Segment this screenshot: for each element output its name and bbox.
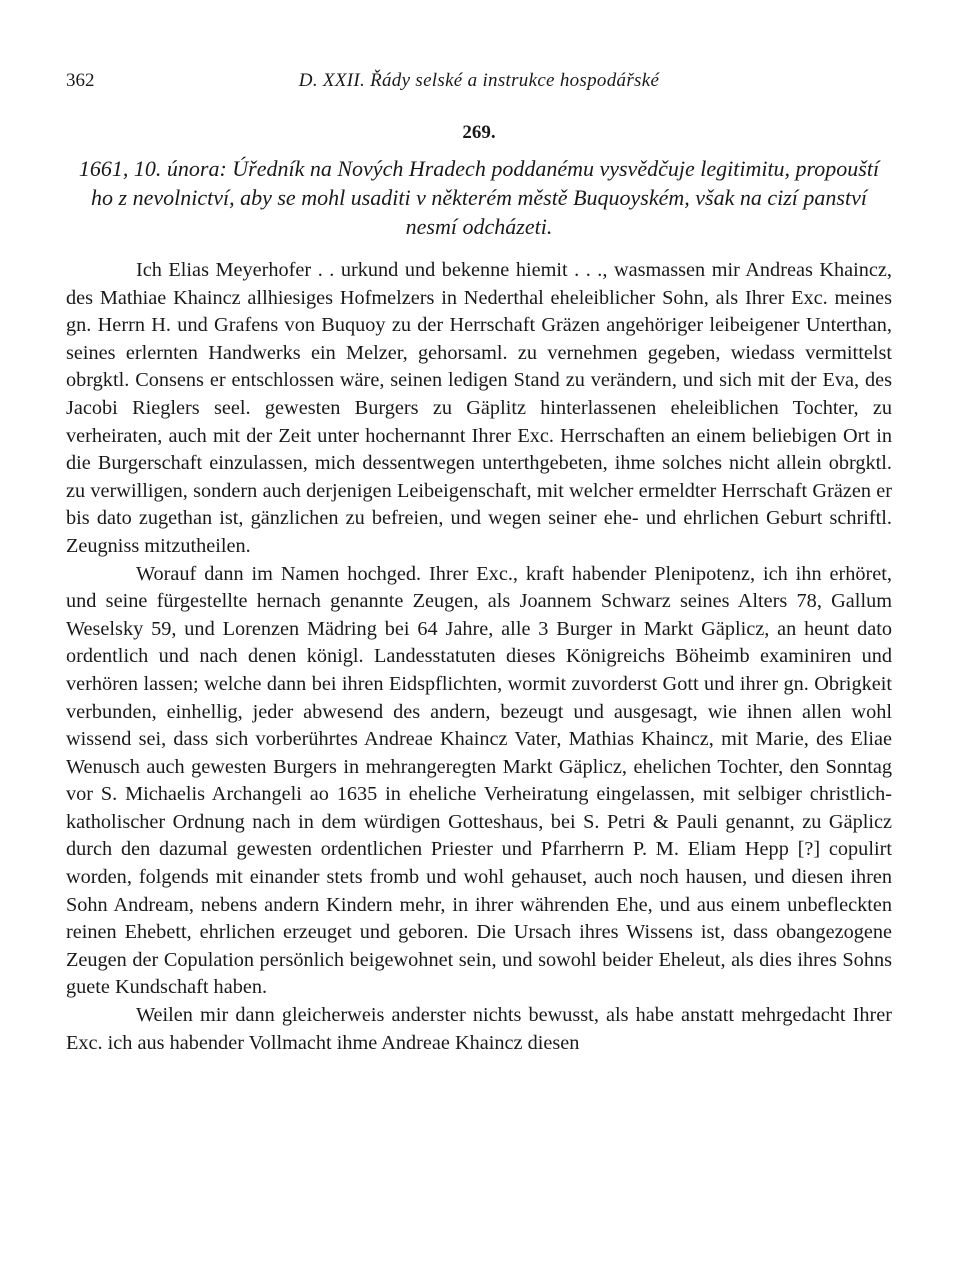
running-title: D. XXII. Řády selské a instrukce hospodářské <box>298 70 660 91</box>
body-text <box>66 257 892 1057</box>
paragraph-3: Weilen mir dann gleicherweis anderster nichts bewusst, als habe anstatt mehrgedacht Ihrer Exc. ich aus habender Vollmacht ihme Andreae Khaincz diesen <box>66 1004 892 1054</box>
paragraph-1: Ich Elias Meyerhofer . . urkund und bekenne hiemit . . ., wasmassen mir Andreas Khaincz, des Mathiae Khaincz allhiesiges Hofmelzers in Nederthal eheleiblicher Sohn, als Ihrer Exc. meines gn. Herrn H. und Grafens von Buquoy zu der Herrschaft Gräzen angehöriger leibeigener Unterthan, seines erlernten Handwerks ein Melzer, gehorsaml. zu vernehmen gegeben, wiedass vermittelst obrgktl. Consens er entschlossen wäre, seinen ledigen Stand zu verändern, und sich mit der Eva, des Jacobi Rieglers seel. gewesten Burgers zu Gäplitz hinterlassenen eheleiblichen Tochter, zu verheiraten, auch mit der Zeit unter hochernannt Ihrer Exc. Herrschaften an einem beliebigen Ort in die Burgerschaft einzulassen, mich dessentwegen unterthgebeten, ihme solches nicht allein obrgktl. zu verwilligen, sondern auch derjenigen Leibeigenschaft, mit welcher ermeldter Herrschaft Gräzen er bis dato zugethan ist, gänzlichen zu befreien, und wegen seiner ehe- und ehrlichen Geburt schriftl. Zeugniss mitzutheilen. <box>66 259 892 557</box>
page-number: 362 <box>66 70 95 91</box>
running-head <box>66 70 892 100</box>
document-heading: 1661, 10. února: Úředník na Nových Hradech poddanému vysvědčuje legitimitu, propouští ho z nevolnictví, aby se mohl usaditi v některém městě Buquoyském, však na cizí panství nesmí odcházeti. <box>78 156 880 239</box>
document-number: 269. <box>462 122 496 143</box>
paragraph-2: Worauf dann im Namen hochged. Ihrer Exc., kraft habender Plenipotenz, ich ihn erhöret, und seine fürgestellte hernach genannte Zeugen, als Joannem Schwarz seines Alters 78, Gallum Weselsky 59, und Lorenzen Mädring bei 64 Jahre, alle 3 Burger in Markt Gäplicz, an heunt dato ordentlich und nach denen königl. Landesstatuten dieses Königreichs Böheimb examiniren und verhören lassen; welche dann bei ihren Eidspflichten, wormit zuvorderst Gott und ihrer gn. Obrigkeit verbunden, einhellig, jeder abwesend des andern, bezeugt und ausgesagt, wie ihnen allen wohl wissend sei, dass sich vorberührtes Andreae Khaincz Vater, Mathias Khaincz, mit Marie, des Eliae Wenusch auch gewesten Burgers in mehrangeregten Markt Gäplicz, ehelichen Tochter, den Sonntag vor S. Michaelis Archangeli ao 1635 in eheliche Verheiratung eingelassen, mit selbiger christlich-katholischer Ordnung nach in dem würdigen Gotteshaus, bei S. Petri & Pauli genannt, zu Gäplicz durch den dazumal gewesten ordentlichen Priester und Pfarrherrn P. M. Eliam Hepp [?] copulirt worden, folgends mit einander stets fromb und wohl gehauset, auch noch hausen, und diesen ihren Sohn Andream, nebens andern Kindern mehr, in ihrer währenden Ehe, und aus einem unbefleckten reinen Ehebett, ehrlichen erzeuget und geboren. Die Ursach ihres Wissens ist, dass obangezogene Zeugen der Copulation persönlich beigewohnet sein, und sowohl beider Eheleut, als dies ihres Sohns guete Kundschaft haben. <box>66 562 892 999</box>
page <box>66 70 892 1057</box>
